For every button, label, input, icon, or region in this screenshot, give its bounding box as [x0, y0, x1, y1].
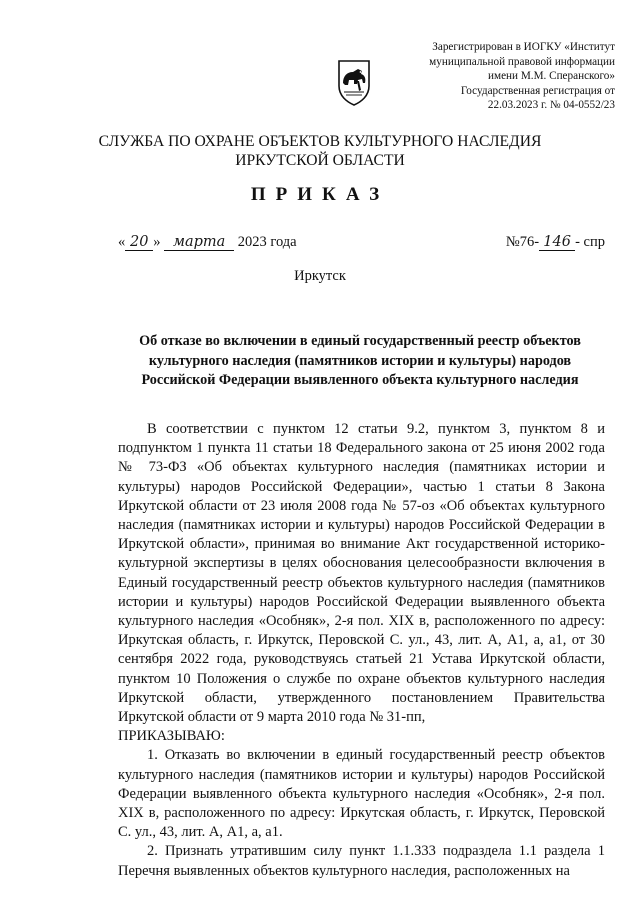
- order-item-1: 1. Отказать во включении в единый государственный реестр объектов культурного наследия (памятников истории и культуры) народов Российской Федерации выявленного объекта культурного наследия «Особняк», 2-я пол. XIX в, расположенного по адресу: Иркутская область, г. Иркутск, Перовской С. ул., 43, лит. А, А1, а, а1.: [118, 747, 605, 841]
- document-body: [118, 420, 605, 881]
- registration-line: 22.03.2023 г. № 04-0552/23: [487, 99, 615, 112]
- registration-line: Государственная регистрация от: [460, 84, 615, 97]
- document-number: [506, 234, 605, 251]
- document-date: « 20 » марта 2023 года: [118, 234, 297, 250]
- agency-line: СЛУЖБА ПО ОХРАНЕ ОБЪЕКТОВ КУЛЬТУРНОГО НАСЛЕДИЯ: [98, 133, 542, 150]
- number-suffix: - спр: [575, 234, 605, 250]
- preamble-paragraph: В соответствии с пунктом 12 статьи 9.2, пунктом 3, пунктом 8 и подпунктом 1 пункта 11 статьи 18 Федерального закона от 25 июня 2002 года № 73-ФЗ «Об объектах культурного наследия (памятниках истории и культуры) народов Российской Федерации», частью 1 статьи 8 Закона Иркутской области от 23 июля 2008 года № 57-оз «Об объектах культурного наследия (памятниках истории и культуры) народов Российской Федерации в Иркутской области», принимая во внимание Акт государственной историко-культурной экспертизы в целях обоснования целесообразности включения в Единый государственный реестр объектов культурного наследия (памятников истории и культуры) народов Российской Федерации выявленного объекта культурного наследия «Особняк», 2-я пол. XIX в, расположенного по адресу: Иркутская область, г. Иркутск, Перовской С. ул., 43, лит. А, А1, а, а1, от 30 сентября 2022 года, руководствуясь статьей 21 Устава Иркутской области, пунктом 10 Положения о службе по охране объектов культурного наследия Иркутской области, утвержденного постановлением Правительства Иркутской области от 9 марта 2010 года № 31-пп,: [118, 421, 605, 726]
- order-word: ПРИКАЗЫВАЮ:: [118, 728, 225, 745]
- agency-name: [60, 132, 580, 170]
- title-line: Об отказе во включении в единый государственный реестр объектов: [139, 333, 581, 349]
- handwritten-month: марта: [164, 234, 234, 251]
- registration-line: имени М.М. Сперанского»: [488, 70, 615, 83]
- document-meta: [118, 234, 605, 258]
- handwritten-number: 146: [539, 234, 575, 251]
- registration-line: Зарегистрирован в ИОГКУ «Институт: [432, 41, 615, 53]
- handwritten-day: 20: [125, 234, 153, 251]
- date-year: 2023 года: [237, 234, 297, 250]
- agency-line: ИРКУТСКОЙ ОБЛАСТИ: [235, 152, 405, 169]
- document-type: ПРИКАЗ: [250, 184, 390, 205]
- registration-stamp: [395, 40, 615, 113]
- title-line: культурного наследия (памятников истории и культуры) народов: [148, 352, 572, 369]
- document-city: Иркутск: [294, 268, 346, 284]
- document-title: [115, 332, 605, 391]
- order-item-2: 2. Признать утратившим силу пункт 1.1.333 подраздела 1.1 раздела 1 Перечня выявленных объектов культурного наследия, расположенных на: [118, 843, 605, 879]
- registration-line: муниципальной правовой информации: [429, 55, 615, 68]
- title-line: Российской Федерации выявленного объекта культурного наследия: [141, 372, 579, 388]
- number-prefix: №76-: [505, 234, 540, 250]
- irkutsk-coat-of-arms-icon: [336, 58, 372, 106]
